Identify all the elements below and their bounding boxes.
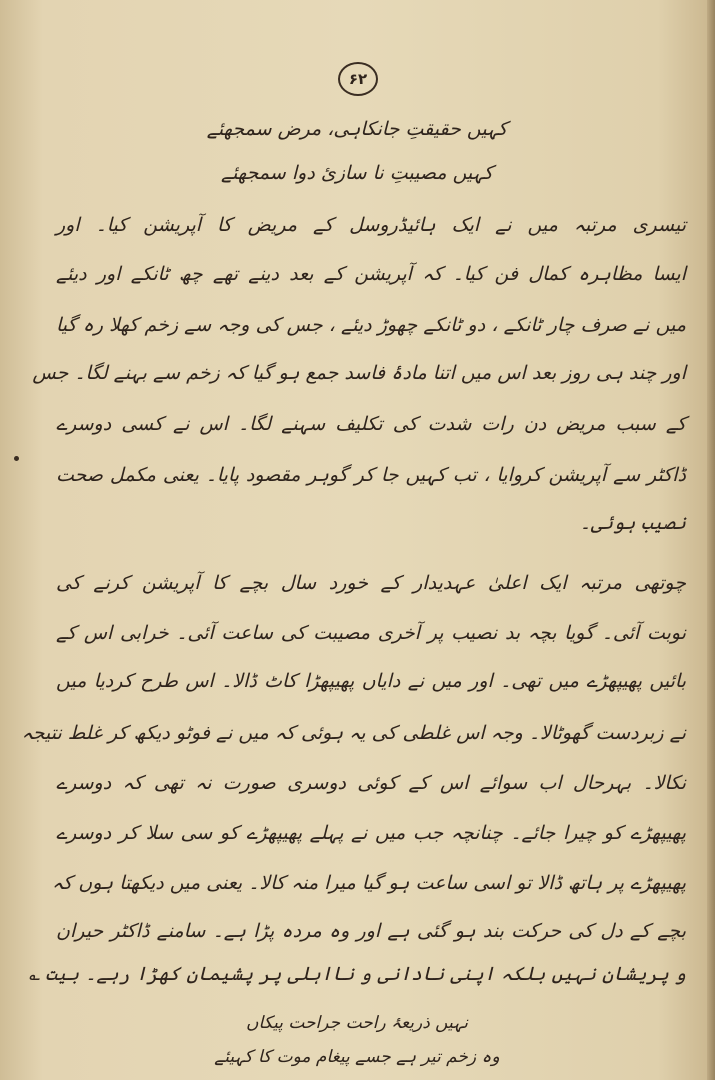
paragraph-2-line-8: بچے کے دل کی حرکت بند ہو گئی ہے اور وہ مردہ پڑا ہے۔ سامنے ڈاکٹر حیران — [56, 920, 686, 942]
paragraph-2-line-6: پھیپھڑے کو چیرا جائے۔ چنانچہ جب میں نے پہلے پھیپھڑے کو سی سلا کر دوسرے — [56, 822, 686, 844]
paragraph-2-line-9: و پریشان نہیں بلکہ اپنی نادانی و نااہلی پر پشیمان کھڑا رہے۔ بیت ؎ — [28, 963, 686, 985]
paragraph-2-line-4: نے زبردست گھوٹالا۔ وجہ اس غلطی کی یہ ہوئی کہ میں نے فوٹو دیکھ کر غلط نتیجہ — [21, 722, 686, 744]
paragraph-1-line-2: ایسا مظاہرہ کمال فن کیا۔ کہ آپریشن کے بعد دینے تھے چھ ٹانکے اور دیئے — [56, 263, 686, 285]
paragraph-2-line-2: نوبت آئی۔ گویا بچہ بد نصیب پر آخری مصیبت کی ساعت آئی۔ خرابی اس کے — [56, 622, 686, 644]
paragraph-1-line-5: کے سبب مریض دن رات شدت کی تکلیف سہنے لگا۔ اس نے کسی دوسرے — [56, 413, 686, 435]
paragraph-2-line-7: پھیپھڑے پر ہاتھ ڈالا تو اسی ساعت ہو گیا میرا منہ کالا۔ یعنی میں دیکھتا ہوں کہ — [52, 872, 686, 894]
paragraph-1-line-1: تیسری مرتبہ میں نے ایک ہائیڈروسل کے مریض کا آپریشن کیا۔ اور — [56, 214, 686, 236]
paragraph-1-line-7: نصیب ہوئی۔ — [579, 512, 686, 534]
paragraph-2-line-5: نکالا۔ بہرحال اب سوائے اس کے کوئی دوسری صورت نہ تھی کہ دوسرے — [56, 772, 686, 794]
paragraph-1-line-4: اور چند ہی روز بعد اس میں اتنا مادۂ فاسد جمع ہو گیا کہ زخم سے بہنے لگا۔ جس — [32, 362, 686, 384]
couplet-1-line-1: کہیں حقیقتِ جانکاہی، مرض سمجھئے — [206, 118, 508, 140]
paragraph-1-line-3: میں نے صرف چار ٹانکے ، دو ٹانکے چھوڑ دیئے ، جس کی وجہ سے زخم کھلا رہ گیا — [56, 314, 686, 336]
page-number: ۶۲ — [338, 62, 378, 96]
paragraph-2-line-3: بائیں پھیپھڑے میں تھی۔ اور میں نے دایاں پھیپھڑا کاٹ ڈالا۔ اس طرح کردیا میں — [56, 670, 686, 692]
couplet-2-line-1: نہیں ذریعۂ راحت جراحت پیکاں — [246, 1013, 468, 1033]
page-edge-shadow — [707, 0, 715, 1080]
couplet-1-line-2: کہیں مصیبتِ نا سازئ دوا سمجھئے — [221, 162, 493, 184]
couplet-2-line-2: وہ زخم تیر ہے جسے پیغام موت کا کہیئے — [214, 1047, 500, 1067]
paragraph-2-line-1: چوتھی مرتبہ ایک اعلیٰ عہدیدار کے خورد سال بچے کا آپریشن کرنے کی — [56, 572, 686, 594]
ink-speck — [14, 456, 19, 461]
paragraph-1-line-6: ڈاکٹر سے آپریشن کروایا ، تب کہیں جا کر گوہر مقصود پایا۔ یعنی مکمل صحت — [56, 464, 686, 486]
